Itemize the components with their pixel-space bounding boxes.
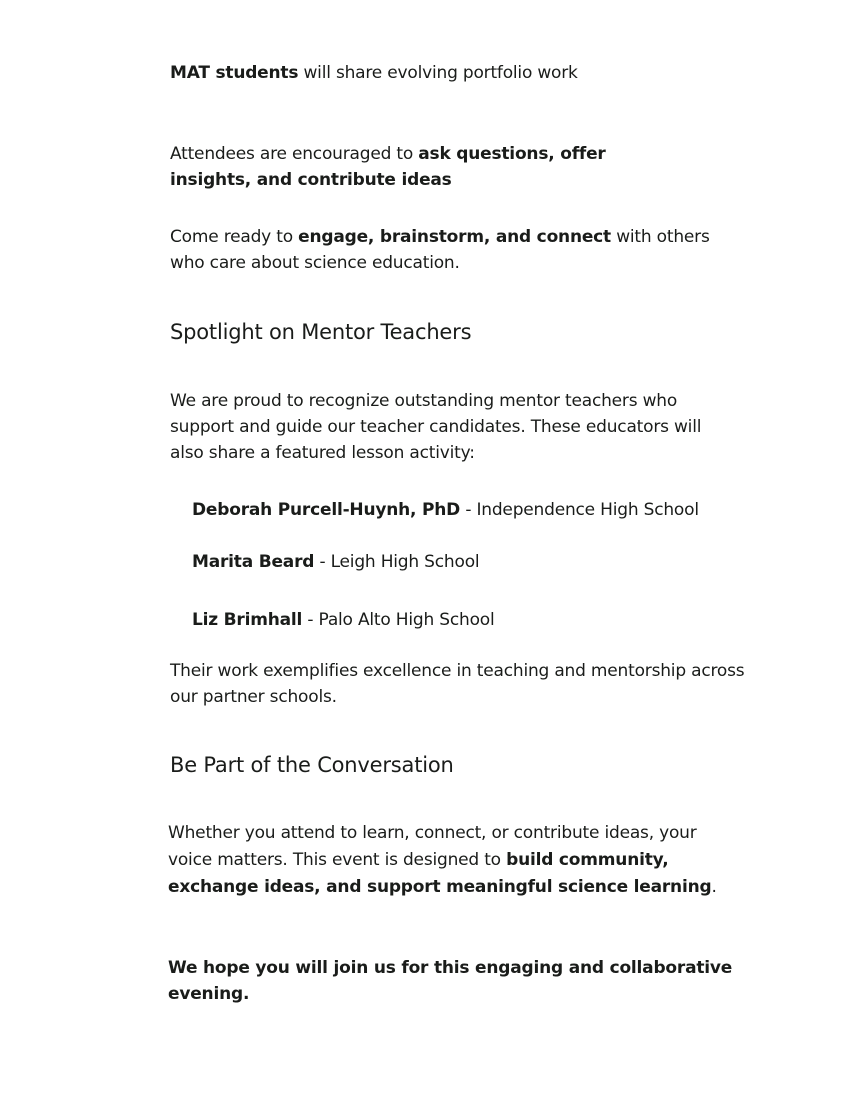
mentor-item — [192, 497, 699, 523]
attendees-text: Attendees are encouraged to — [170, 144, 419, 164]
closing-invitation: We hope you will join us for this engaging and collaborative evening. — [168, 958, 733, 1004]
spotlight-body: We are proud to recognize outstanding mentor teachers who support and guide our teacher candidates. These educators will also share a featured lesson activity: — [170, 391, 702, 463]
mentor-school: - Leigh High School — [314, 552, 480, 572]
attendees-paragraph — [170, 141, 690, 193]
mat-students-bold: MAT students — [170, 63, 299, 83]
mat-students-line — [170, 60, 750, 86]
spotlight-heading: Spotlight on Mentor Teachers — [170, 320, 472, 344]
mentor-name: Deborah Purcell-Huynh, PhD — [192, 500, 461, 520]
mentor-name: Liz Brimhall — [192, 610, 303, 630]
mat-students-rest: will share evolving portfolio work — [298, 63, 578, 83]
come-ready-text: Come ready to — [170, 227, 299, 247]
spotlight-closing: Their work exemplifies excellence in teaching and mentorship across our partner schools. — [170, 661, 745, 707]
come-ready-post: with others who care about science education. — [170, 227, 710, 273]
mentor-item — [192, 607, 495, 633]
come-ready-paragraph — [170, 224, 745, 276]
attendees-bold: ask questions, offer insights, and contribute ideas — [170, 144, 606, 190]
conversation-body — [168, 820, 733, 901]
conversation-text: Whether you attend to learn, connect, or contribute ideas, your voice matters. This event is designed to — [168, 823, 697, 870]
mentor-school: - Palo Alto High School — [302, 610, 495, 630]
conversation-period: . — [711, 877, 717, 897]
mentor-school: - Independence High School — [460, 500, 699, 520]
mentor-name: Marita Beard — [192, 552, 315, 572]
conversation-heading: Be Part of the Conversation — [170, 753, 454, 777]
mentor-item — [192, 549, 479, 575]
come-ready-bold: engage, brainstorm, and connect — [298, 227, 611, 247]
conversation-bold: build community, exchange ideas, and support meaningful science learning — [168, 850, 712, 897]
